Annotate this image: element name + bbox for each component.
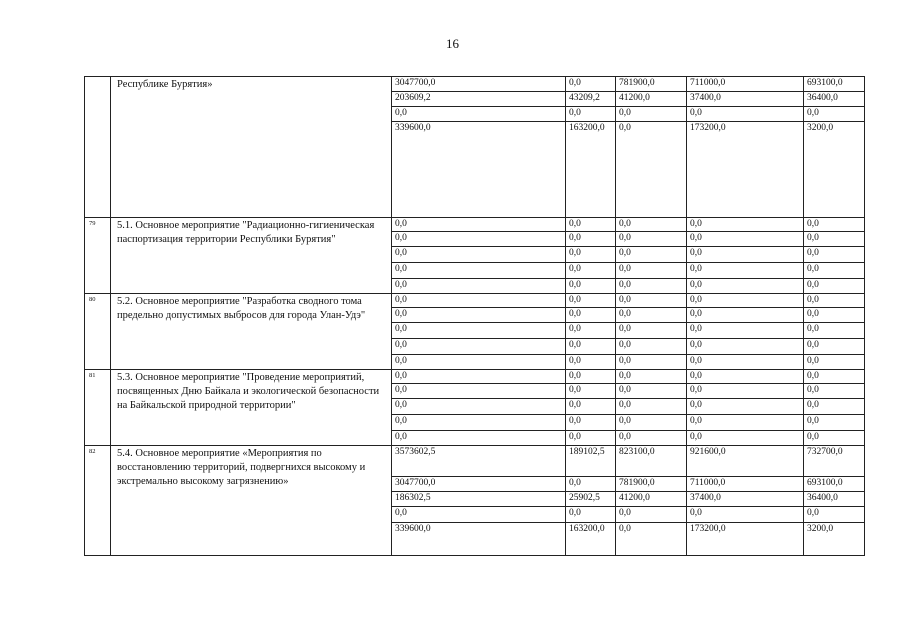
value-cell: 0,0 [616,370,687,384]
value-cell: 0,0 [566,308,616,323]
value-cell: 0,0 [804,107,865,122]
value-cell: 0,0 [687,263,804,279]
value-cell: 0,0 [392,279,566,294]
value-cell: 0,0 [804,355,865,370]
value-cell: 0,0 [566,279,616,294]
row-number: 79 [85,218,111,294]
value-cell: 3047700,0 [392,477,566,492]
value-cell: 203609,2 [392,92,566,107]
value-cell: 25902,5 [566,492,616,507]
activity-title: 5.1. Основное мероприятие "Радиационно-гигиеническая паспортизация территории Республики Бурятия" [111,218,392,294]
activity-title: 5.3. Основное мероприятие "Проведение мероприятий, посвященных Дню Байкала и экологической безопасности на Байкальской природной территории" [111,370,392,446]
value-cell: 339600,0 [392,523,566,556]
value-cell: 41200,0 [616,92,687,107]
table-row [85,370,865,384]
value-cell: 37400,0 [687,92,804,107]
value-cell: 0,0 [392,339,566,355]
value-cell: 0,0 [804,323,865,339]
value-cell: 0,0 [804,294,865,308]
value-cell: 0,0 [392,247,566,263]
value-cell: 0,0 [566,323,616,339]
value-cell: 0,0 [687,279,804,294]
value-cell: 0,0 [687,232,804,247]
table-row [85,218,865,232]
value-cell: 0,0 [616,523,687,556]
row-number: 80 [85,294,111,370]
value-cell: 0,0 [687,308,804,323]
value-cell: 711000,0 [687,77,804,92]
value-cell: 0,0 [392,370,566,384]
activity-title: 5.4. Основное мероприятие «Мероприятия по восстановлению территорий, подвергнихся высокому и экстремально высокому загрязнению» [111,446,392,556]
row-number: 81 [85,370,111,446]
value-cell: 0,0 [392,218,566,232]
value-cell: 0,0 [687,294,804,308]
page-number: 16 [446,36,459,51]
value-cell: 163200,0 [566,122,616,218]
table-row [85,446,865,477]
row-number: 82 [85,446,111,556]
value-cell: 0,0 [566,370,616,384]
value-cell: 0,0 [804,384,865,399]
value-cell: 0,0 [616,294,687,308]
value-cell: 0,0 [687,107,804,122]
value-cell: 0,0 [687,431,804,446]
value-cell: 0,0 [687,323,804,339]
value-cell: 0,0 [616,218,687,232]
value-cell: 0,0 [687,339,804,355]
value-cell: 0,0 [616,247,687,263]
value-cell: 0,0 [616,431,687,446]
value-cell: 693100,0 [804,477,865,492]
value-cell: 0,0 [804,218,865,232]
value-cell: 0,0 [616,399,687,415]
value-cell: 0,0 [687,370,804,384]
row-number [85,77,111,218]
value-cell: 36400,0 [804,492,865,507]
value-cell: 0,0 [392,294,566,308]
value-cell: 0,0 [616,355,687,370]
value-cell: 0,0 [566,431,616,446]
table-body [85,77,865,556]
budget-table [84,76,865,556]
activity-title: Республике Бурятия» [111,77,392,218]
value-cell: 0,0 [392,232,566,247]
value-cell: 0,0 [392,431,566,446]
value-cell: 693100,0 [804,77,865,92]
value-cell: 0,0 [616,232,687,247]
value-cell: 0,0 [566,218,616,232]
value-cell: 163200,0 [566,523,616,556]
value-cell: 0,0 [392,415,566,431]
value-cell: 0,0 [566,77,616,92]
value-cell: 0,0 [616,279,687,294]
value-cell: 0,0 [687,399,804,415]
value-cell: 0,0 [566,415,616,431]
activity-title: 5.2. Основное мероприятие "Разработка сводного тома предельно допустимых выбросов для города Улан-Удэ" [111,294,392,370]
value-cell: 0,0 [687,247,804,263]
value-cell: 0,0 [804,339,865,355]
value-cell: 732700,0 [804,446,865,477]
table-row [85,294,865,308]
value-cell: 3200,0 [804,523,865,556]
value-cell: 0,0 [616,107,687,122]
value-cell: 781900,0 [616,477,687,492]
value-cell: 0,0 [804,232,865,247]
value-cell: 173200,0 [687,122,804,218]
value-cell: 0,0 [392,355,566,370]
value-cell: 0,0 [687,218,804,232]
value-cell: 0,0 [392,323,566,339]
value-cell: 186302,5 [392,492,566,507]
value-cell: 0,0 [566,263,616,279]
value-cell: 43209,2 [566,92,616,107]
value-cell: 41200,0 [616,492,687,507]
value-cell: 339600,0 [392,122,566,218]
value-cell: 0,0 [687,507,804,523]
value-cell: 0,0 [804,308,865,323]
value-cell: 0,0 [392,263,566,279]
value-cell: 823100,0 [616,446,687,477]
value-cell: 0,0 [616,507,687,523]
value-cell: 0,0 [804,399,865,415]
value-cell: 0,0 [616,263,687,279]
value-cell: 3200,0 [804,122,865,218]
value-cell: 0,0 [616,323,687,339]
value-cell: 0,0 [804,431,865,446]
value-cell: 173200,0 [687,523,804,556]
value-cell: 0,0 [566,384,616,399]
value-cell: 0,0 [616,415,687,431]
value-cell: 0,0 [392,384,566,399]
value-cell: 0,0 [687,415,804,431]
value-cell: 921600,0 [687,446,804,477]
value-cell: 0,0 [392,399,566,415]
value-cell: 0,0 [566,355,616,370]
value-cell: 3047700,0 [392,77,566,92]
value-cell: 0,0 [616,384,687,399]
value-cell: 0,0 [616,339,687,355]
value-cell: 0,0 [687,384,804,399]
value-cell: 0,0 [392,507,566,523]
value-cell: 0,0 [566,294,616,308]
value-cell: 0,0 [616,122,687,218]
value-cell: 36400,0 [804,92,865,107]
value-cell: 781900,0 [616,77,687,92]
value-cell: 0,0 [687,355,804,370]
value-cell: 0,0 [566,232,616,247]
value-cell: 0,0 [566,247,616,263]
value-cell: 0,0 [804,263,865,279]
value-cell: 0,0 [566,507,616,523]
table-row [85,77,865,92]
value-cell: 0,0 [566,399,616,415]
value-cell: 0,0 [566,477,616,492]
value-cell: 0,0 [566,339,616,355]
value-cell: 37400,0 [687,492,804,507]
value-cell: 0,0 [804,415,865,431]
value-cell: 0,0 [804,370,865,384]
value-cell: 0,0 [804,247,865,263]
value-cell: 711000,0 [687,477,804,492]
value-cell: 0,0 [616,308,687,323]
value-cell: 0,0 [392,107,566,122]
value-cell: 0,0 [392,308,566,323]
value-cell: 0,0 [566,107,616,122]
value-cell: 189102,5 [566,446,616,477]
value-cell: 3573602,5 [392,446,566,477]
value-cell: 0,0 [804,279,865,294]
value-cell: 0,0 [804,507,865,523]
